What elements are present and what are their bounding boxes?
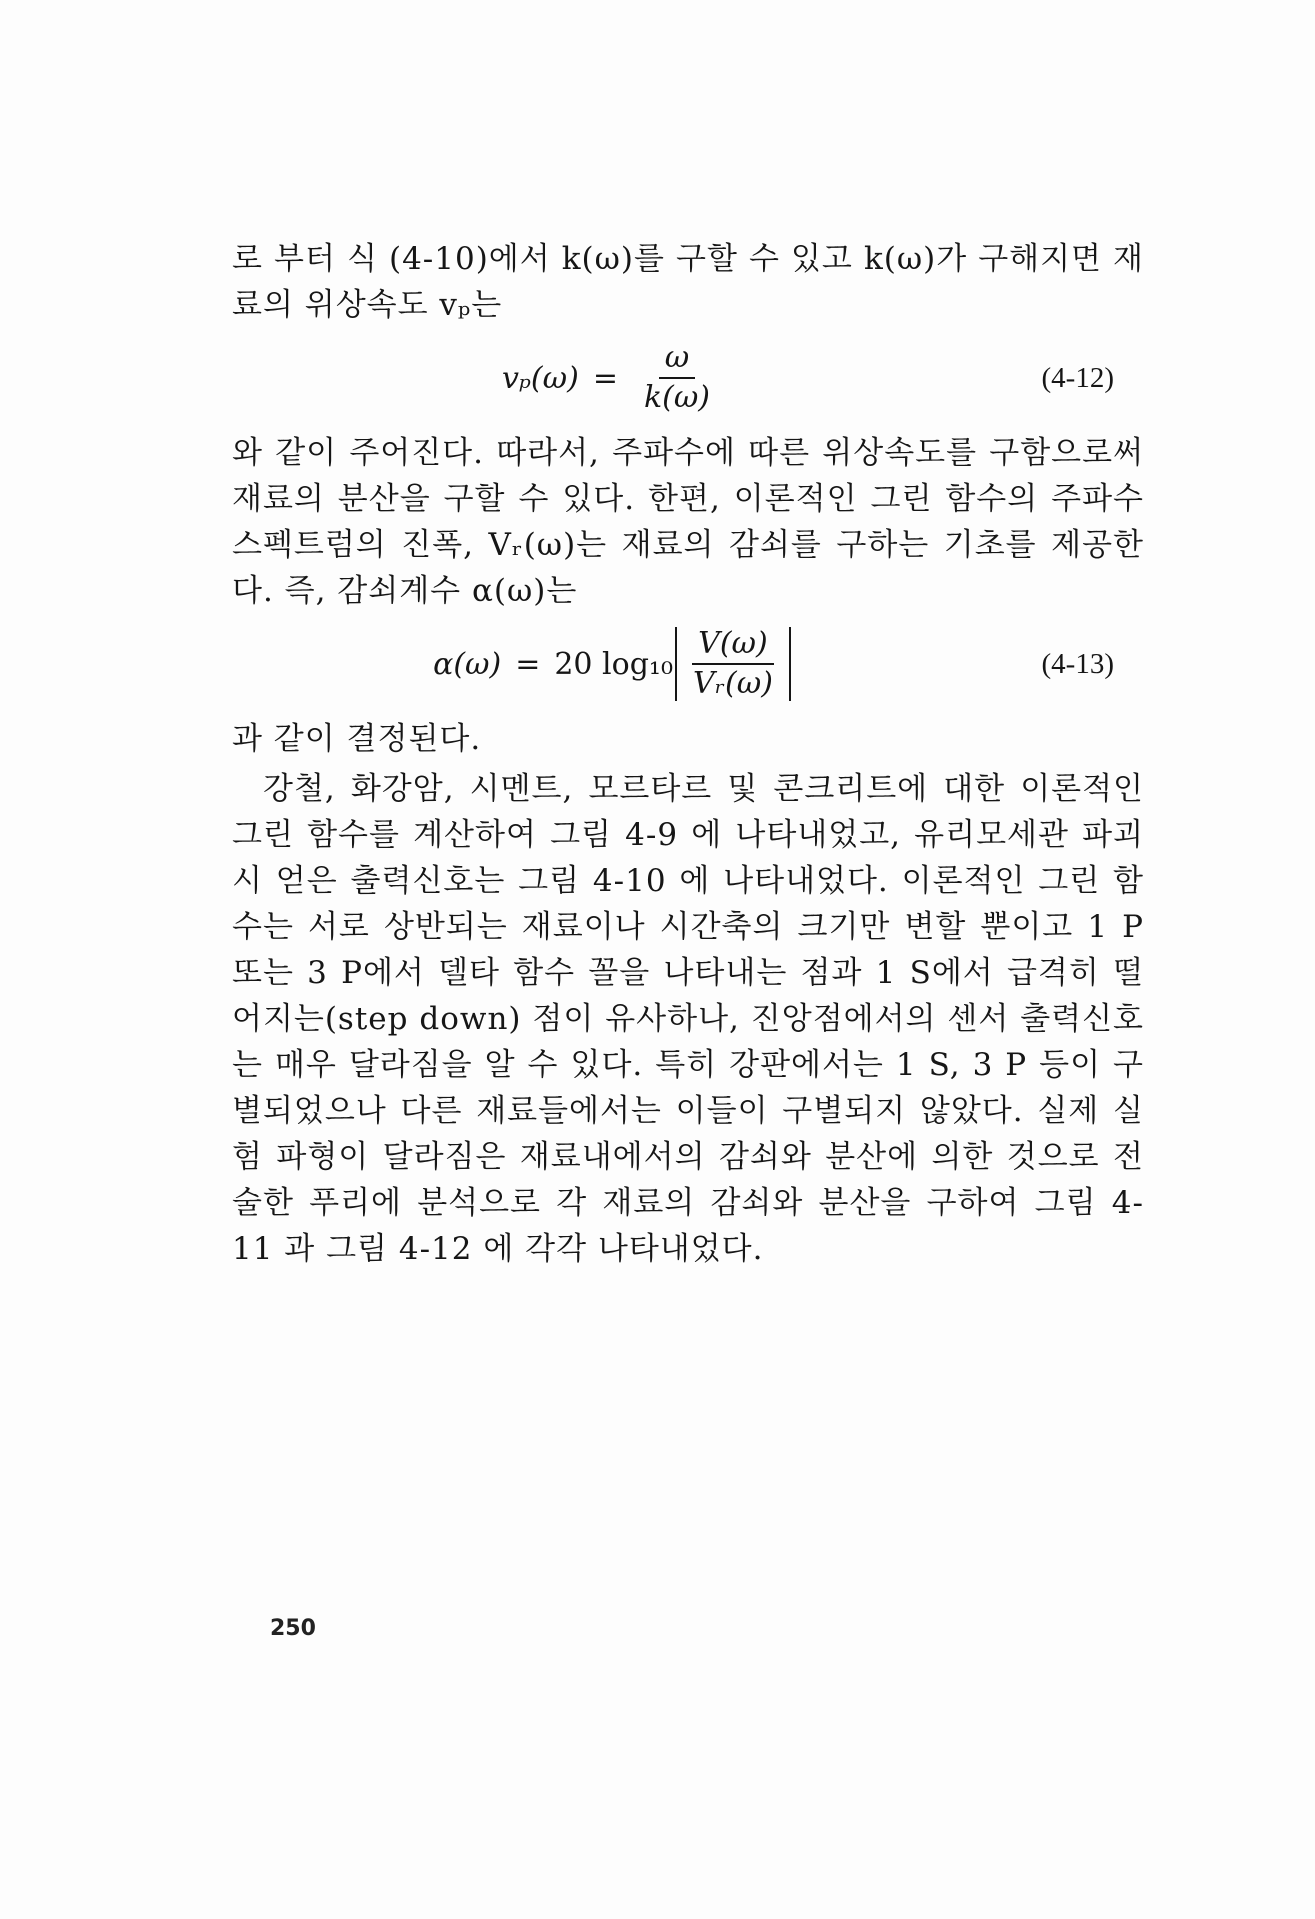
equation-4-12-fraction xyxy=(638,341,716,415)
paragraph-1: 로 부터 식 (4-10)에서 k(ω)를 구할 수 있고 k(ω)가 구해지면 재료의 위상속도 vₚ는 xyxy=(232,241,1144,323)
equation-4-13-log-prefix: 20 log₁₀ xyxy=(554,646,673,682)
equation-4-13-numerator: V(ω) xyxy=(692,627,774,665)
equation-4-13-absolute-value xyxy=(675,627,791,701)
page-content xyxy=(232,236,1144,1272)
equation-4-13-body xyxy=(232,618,992,710)
equation-4-13-fraction xyxy=(687,627,779,701)
equation-4-12-lhs: vₚ(ω) xyxy=(501,360,579,396)
paragraph-2: 와 같이 주어진다. 따라서, 주파수에 따른 위상속도를 구함으로써 재료의 분산을 구할 수 있다. 한편, 이론적인 그린 함수의 주파수 스펙트럼의 진폭, Vᵣ(ω)는 재료의 감쇠를 구하는 기초를 제공한다. 즉, 감쇠계수 α(ω)는 xyxy=(232,435,1144,609)
equation-4-12-numerator: ω xyxy=(659,341,695,379)
equation-4-13 xyxy=(232,618,1144,710)
equation-4-13-denominator: Vᵣ(ω) xyxy=(692,666,773,701)
paragraph-3: 과 같이 결정된다. xyxy=(232,721,482,757)
equation-4-13-number: (4-13) xyxy=(1041,648,1114,680)
equation-4-12-body xyxy=(232,332,992,424)
equation-4-12-denominator: k(ω) xyxy=(643,380,711,415)
equation-4-12-number: (4-12) xyxy=(1041,362,1114,394)
page-number: 250 xyxy=(270,1616,316,1641)
equation-4-12 xyxy=(232,332,1144,424)
equation-4-13-equals: = xyxy=(515,646,541,682)
equation-4-12-equals: = xyxy=(592,360,618,396)
equation-4-13-lhs: α(ω) xyxy=(433,646,502,682)
paragraph-4: 강철, 화강암, 시멘트, 모르타르 및 콘크리트에 대한 이론적인 그린 함수를 계산하여 그림 4-9 에 나타내었고, 유리모세관 파괴시 얻은 출력신호는 그림 4-10 에 나타내었다. 이론적인 그린 함수는 서로 상반되는 재료이나 시간축의 크기만 변할 뿐이고 1 P 또는 3 P에서 델타 함수 꼴을 나타내는 점과 1 S에서 급격히 떨어지는(step down) 점이 유사하나, 진앙점에서의 센서 출력신호는 매우 달라짐을 알 수 있다. 특히 강판에서는 1 S, 3 P 등이 구별되었으나 다른 재료들에서는 이들이 구별되지 않았다. 실제 실험 파형이 달라짐은 재료내에서의 감쇠와 분산에 의한 것으로 전술한 푸리에 분석으로 각 재료의 감쇠와 분산을 구하여 그림 4-11 과 그림 4-12 에 각각 나타내었다. xyxy=(232,771,1144,1267)
